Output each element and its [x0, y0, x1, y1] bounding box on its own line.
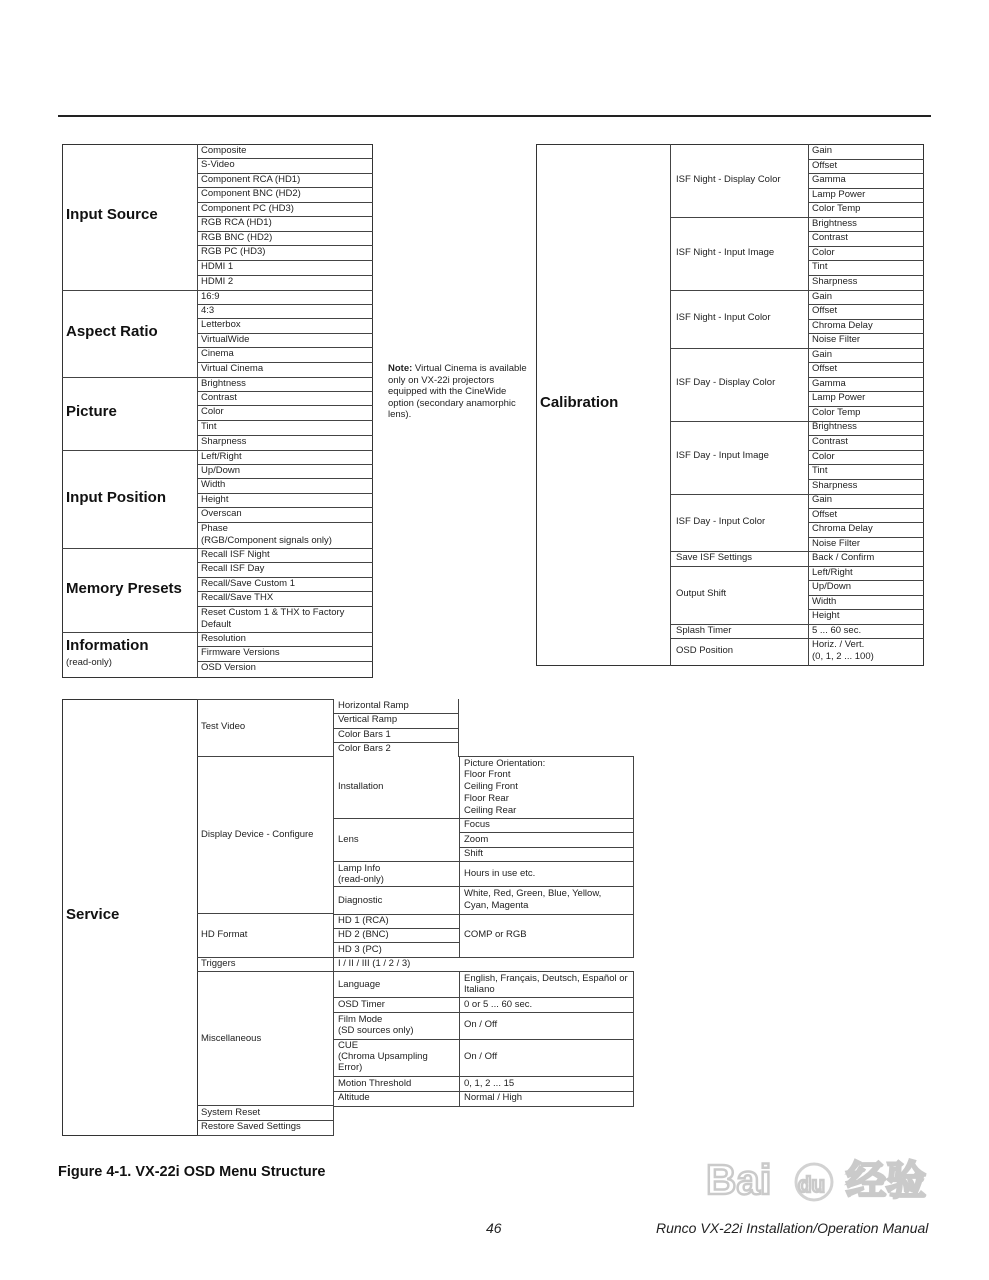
list-item: Offset	[812, 363, 838, 374]
list-item: Horiz. / Vert.	[812, 639, 865, 650]
service-heading: Service	[66, 906, 120, 923]
triggers-value: I / II / III (1 / 2 / 3)	[338, 958, 411, 969]
hd-format-label: HD Format	[201, 929, 248, 940]
misc-row-value: 0 or 5 ... 60 sec.	[464, 999, 533, 1010]
diagnostic-value: Cyan, Magenta	[464, 900, 529, 911]
list-item: HD 3 (PC)	[338, 944, 382, 955]
restore-settings-label: Restore Saved Settings	[201, 1121, 301, 1132]
list-item: Chroma Delay	[812, 320, 873, 331]
lamp-info-value: Hours in use etc.	[464, 868, 536, 879]
list-item: RGB PC (HD3)	[201, 246, 266, 257]
list-item: Offset	[812, 160, 838, 171]
misc-row-label: Altitude	[338, 1092, 370, 1103]
list-item: Width	[812, 596, 837, 607]
list-item: Component RCA (HD1)	[201, 174, 301, 185]
installation-value: Ceiling Front	[464, 781, 518, 792]
cal-group-label: ISF Day - Input Color	[676, 516, 766, 527]
list-item: Left/Right	[812, 567, 853, 578]
list-item: Tint	[812, 261, 828, 272]
list-item: Gain	[812, 494, 833, 505]
list-item: Gain	[812, 145, 833, 156]
misc-row-label: CUE	[338, 1040, 359, 1051]
figure-caption: Figure 4-1. VX-22i OSD Menu Structure	[58, 1164, 326, 1180]
list-item: Up/Down	[812, 581, 852, 592]
list-item: Vertical Ramp	[338, 714, 398, 725]
list-item: S-Video	[201, 159, 235, 170]
manual-title: Runco VX-22i Installation/Operation Manual	[656, 1220, 929, 1236]
list-item: Color	[812, 247, 835, 258]
misc-row-value: On / Off	[464, 1019, 498, 1030]
list-item: Color Bars 1	[338, 729, 391, 740]
list-item: Color	[812, 451, 835, 462]
cal-group-label: Save ISF Settings	[676, 552, 753, 563]
list-item: HDMI 1	[201, 261, 234, 272]
list-item: Back / Confirm	[812, 552, 875, 563]
cal-group-label: ISF Night - Input Color	[676, 312, 771, 323]
input-position-heading: Input Position	[66, 489, 166, 506]
misc-row-label: Error)	[338, 1062, 363, 1073]
list-item: 4:3	[201, 305, 215, 316]
list-item: Virtual Cinema	[201, 363, 264, 374]
list-item: HDMI 2	[201, 276, 234, 287]
cal-group-label: ISF Day - Input Image	[676, 450, 769, 461]
list-item: (0, 1, 2 ... 100)	[812, 651, 874, 662]
list-item: Default	[201, 619, 232, 630]
lamp-info-label: (read-only)	[338, 874, 384, 885]
calibration-heading: Calibration	[540, 394, 619, 411]
list-item: Brightness	[201, 378, 246, 389]
list-item: Sharpness	[201, 436, 247, 447]
lamp-info-label: Lamp Info	[338, 863, 381, 874]
list-item: Lamp Power	[812, 392, 866, 403]
list-item: Phase	[201, 523, 228, 534]
misc-row-label: Film Mode	[338, 1014, 383, 1025]
list-item: Color Bars 2	[338, 743, 391, 754]
list-item: Gamma	[812, 378, 846, 389]
list-item: Zoom	[464, 834, 489, 845]
list-item: Offset	[812, 305, 838, 316]
list-item: Height	[201, 494, 229, 505]
note-text: Virtual Cinema is available only on VX-22i projectors equipped with the CineWide option (secondary anamorphic lens).	[388, 363, 527, 420]
list-item: Contrast	[812, 436, 848, 447]
installation-value: Floor Rear	[464, 793, 509, 804]
list-item: Component BNC (HD2)	[201, 188, 301, 199]
misc-label: Miscellaneous	[201, 1033, 262, 1044]
list-item: Focus	[464, 819, 490, 830]
list-item: Gamma	[812, 174, 846, 185]
list-item: HD 1 (RCA)	[338, 915, 389, 926]
note-label: Note:	[388, 363, 413, 374]
list-item: RGB RCA (HD1)	[201, 217, 272, 228]
list-item: Recall ISF Night	[201, 549, 270, 560]
header-rule	[58, 115, 931, 117]
cal-group-label: ISF Night - Display Color	[676, 174, 781, 185]
display-device-label: Display Device - Configure	[201, 829, 314, 840]
list-item: Sharpness	[812, 480, 858, 491]
test-video-label: Test Video	[201, 721, 246, 732]
misc-row-value: Normal / High	[464, 1092, 523, 1103]
list-item: Reset Custom 1 & THX to Factory	[201, 607, 345, 618]
list-item: Contrast	[201, 392, 237, 403]
lens-label: Lens	[338, 834, 359, 845]
list-item: 16:9	[201, 291, 220, 302]
list-item: Resolution	[201, 633, 246, 644]
list-item: Letterbox	[201, 319, 241, 330]
aspect-ratio-heading: Aspect Ratio	[66, 323, 158, 340]
cal-group-label: Splash Timer	[676, 625, 732, 636]
list-item: Left/Right	[201, 451, 242, 462]
list-item: Contrast	[812, 232, 848, 243]
list-item: Width	[201, 479, 226, 490]
list-item: Recall/Save THX	[201, 592, 274, 603]
list-item: Offset	[812, 509, 838, 520]
list-item: Component PC (HD3)	[201, 203, 294, 214]
list-item: Gain	[812, 349, 833, 360]
hd-format-value: COMP or RGB	[464, 929, 527, 940]
installation-label: Installation	[338, 781, 384, 792]
list-item: Horizontal Ramp	[338, 700, 409, 711]
misc-row-label: OSD Timer	[338, 999, 385, 1010]
system-reset-label: System Reset	[201, 1107, 261, 1118]
watermark-du: du	[798, 1172, 825, 1197]
cal-group-label: Output Shift	[676, 588, 727, 599]
misc-row-value: 0, 1, 2 ... 15	[464, 1078, 515, 1089]
list-item: Chroma Delay	[812, 523, 873, 534]
list-item: Noise Filter	[812, 334, 861, 345]
list-item: Brightness	[812, 421, 857, 432]
misc-row-value: Italiano	[464, 984, 495, 995]
information-heading: Information	[66, 637, 149, 654]
list-item: Lamp Power	[812, 189, 866, 200]
list-item: Gain	[812, 291, 833, 302]
installation-value: Ceiling Rear	[464, 805, 517, 816]
list-item: Tint	[812, 465, 828, 476]
list-item: Up/Down	[201, 465, 241, 476]
list-item: Composite	[201, 145, 247, 156]
list-item: Brightness	[812, 218, 857, 229]
list-item: 5 ... 60 sec.	[812, 625, 862, 636]
list-item: Sharpness	[812, 276, 858, 287]
misc-row-value: On / Off	[464, 1051, 498, 1062]
list-item: Height	[812, 610, 840, 621]
misc-row-label: Motion Threshold	[338, 1078, 412, 1089]
page-number: 46	[486, 1220, 502, 1236]
input-source-heading: Input Source	[66, 206, 158, 223]
misc-row-label: Language	[338, 979, 381, 990]
list-item: Color Temp	[812, 407, 861, 418]
list-item: RGB BNC (HD2)	[201, 232, 273, 243]
picture-heading: Picture	[66, 403, 117, 420]
list-item: Firmware Versions	[201, 647, 280, 658]
list-item: (RGB/Component signals only)	[201, 535, 332, 546]
list-item: Shift	[464, 848, 484, 859]
list-item: Color	[201, 406, 224, 417]
misc-row-value: English, Français, Deutsch, Español or	[464, 973, 628, 984]
list-item: Recall/Save Custom 1	[201, 578, 295, 589]
misc-row-label: (Chroma Upsampling	[338, 1051, 428, 1062]
diagnostic-label: Diagnostic	[338, 895, 383, 906]
list-item: Overscan	[201, 508, 242, 519]
list-item: Noise Filter	[812, 538, 861, 549]
list-item: Tint	[201, 421, 217, 432]
watermark-bai: Bai	[706, 1156, 772, 1203]
list-item: OSD Version	[201, 662, 256, 673]
watermark-cn: 经验	[846, 1158, 926, 1204]
installation-value: Floor Front	[464, 769, 511, 780]
installation-value: Picture Orientation:	[464, 758, 546, 769]
list-item: Cinema	[201, 348, 234, 359]
cal-group-label: ISF Day - Display Color	[676, 377, 776, 388]
baidu-watermark-logo	[706, 1150, 936, 1208]
information-subtitle: (read-only)	[66, 657, 112, 668]
list-item: Recall ISF Day	[201, 563, 265, 574]
memory-presets-heading: Memory Presets	[66, 580, 182, 597]
cal-group-label: ISF Night - Input Image	[676, 247, 775, 258]
list-item: VirtualWide	[201, 334, 250, 345]
list-item: Color Temp	[812, 203, 861, 214]
triggers-label: Triggers	[201, 958, 236, 969]
cal-group-label: OSD Position	[676, 645, 734, 656]
list-item: HD 2 (BNC)	[338, 929, 389, 940]
misc-row-label: (SD sources only)	[338, 1025, 414, 1036]
virtual-cinema-note	[388, 363, 528, 421]
diagnostic-value: White, Red, Green, Blue, Yellow,	[464, 888, 602, 899]
